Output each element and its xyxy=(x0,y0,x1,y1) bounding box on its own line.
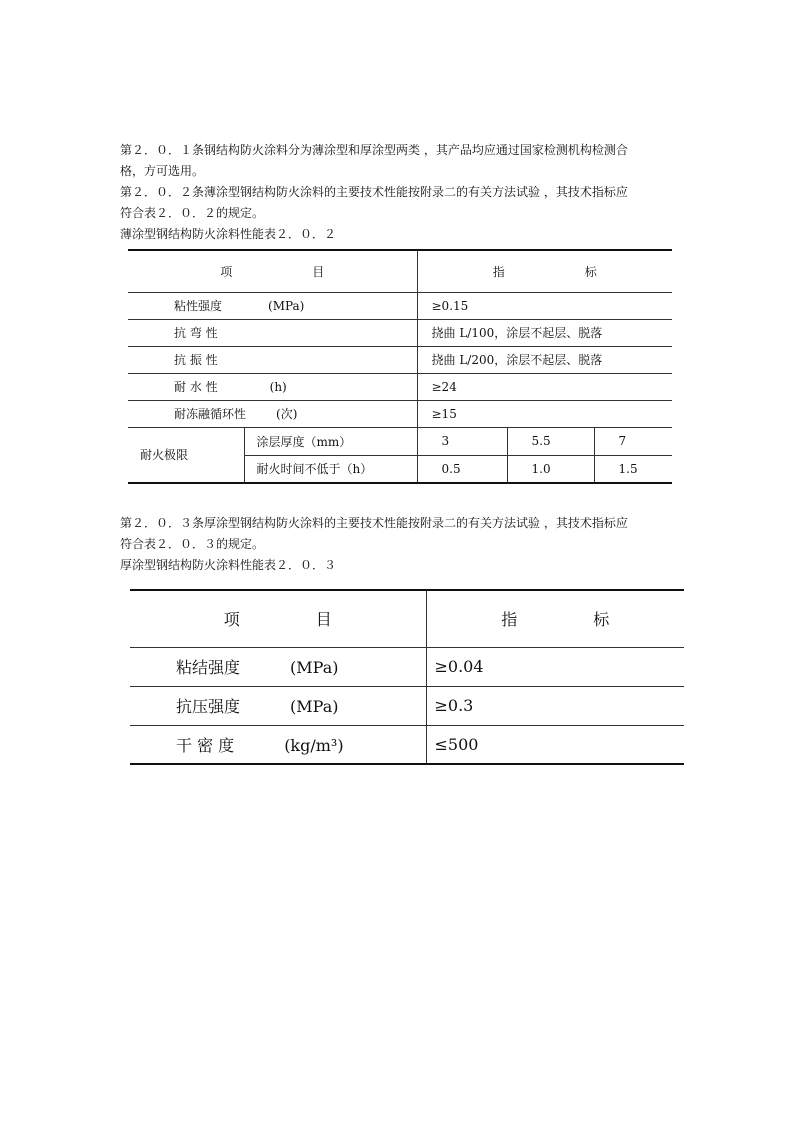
row-unit: (MPa) xyxy=(290,658,339,677)
table-row xyxy=(128,319,672,346)
row-unit: (次) xyxy=(276,407,298,421)
thickness-value: 3 xyxy=(417,427,507,455)
row-value: ≥0.15 xyxy=(417,292,672,319)
row-value: ≤500 xyxy=(434,734,479,754)
paragraph-2-0-3 xyxy=(120,513,680,576)
thin-coating-performance-table xyxy=(128,249,672,484)
index-header: 指 标 xyxy=(417,250,672,292)
row-item: 抗 振 性 xyxy=(174,353,218,367)
row-item: 粘性强度 xyxy=(174,299,223,313)
fire-time-label: 耐火时间不低于（h） xyxy=(244,455,417,483)
thick-coating-performance-table xyxy=(130,589,684,765)
thickness-value: 5.5 xyxy=(507,427,594,455)
thickness-value: 7 xyxy=(594,427,672,455)
index-header: 指 标 xyxy=(426,590,684,647)
row-item: 耐 水 性 xyxy=(174,380,218,394)
fire-resistance-group: 耐火极限 xyxy=(128,427,244,483)
row-value: 挠曲 L/200，涂层不起层、脱落 xyxy=(417,346,672,373)
table-caption: 厚涂型钢结构防火涂料性能表２．０．３ xyxy=(120,558,337,572)
paragraph-line: 第２．０．２条薄涂型钢结构防火涂料的主要技术性能按附录二的有关方法试验 ，其技术指标应 xyxy=(120,185,628,199)
paragraph-line: 符合表２．０．３的规定。 xyxy=(120,537,265,551)
table-row xyxy=(128,346,672,373)
table-row xyxy=(130,647,684,686)
row-unit: (h) xyxy=(269,380,287,394)
fire-time-value: 1.5 xyxy=(618,461,638,476)
row-unit: (MPa) xyxy=(290,697,339,716)
row-item: 干 密 度 xyxy=(176,735,235,755)
thickness-label: 涂层厚度（mm） xyxy=(244,427,417,455)
table-row xyxy=(128,400,672,427)
row-item: 耐冻融循环性 xyxy=(174,407,247,421)
paragraph-line: 第２．０．３条厚涂型钢结构防火涂料的主要技术性能按附录二的有关方法试验 ，其技术指标应 xyxy=(120,516,628,530)
table-header-row xyxy=(128,250,672,292)
fire-time-value: 1.0 xyxy=(507,455,594,483)
row-value: ≥24 xyxy=(417,373,672,400)
table-row xyxy=(128,427,672,455)
table-row xyxy=(130,686,684,725)
paragraph-line: 第２．０．１条钢结构防火涂料分为薄涂型和厚涂型两类 ，其产品均应通过国家检测机构检测合 xyxy=(120,143,628,157)
row-value: ≥0.3 xyxy=(426,686,684,725)
row-item: 抗压强度 xyxy=(176,697,241,716)
fire-time-value: 0.5 xyxy=(417,455,507,483)
row-item: 抗 弯 性 xyxy=(174,326,218,340)
table-caption: 薄涂型钢结构防火涂料性能表２．０．２ xyxy=(120,227,337,241)
row-value: ≥15 xyxy=(417,400,672,427)
table-row xyxy=(128,292,672,319)
table-header-row xyxy=(130,590,684,647)
item-header: 项 目 xyxy=(128,250,417,292)
paragraph-2-0-1 xyxy=(120,140,680,245)
paragraph-line: 符合表２．０．２的规定。 xyxy=(120,206,265,220)
row-unit: (kg/m³) xyxy=(284,735,344,755)
paragraph-line: 格，方可选用。 xyxy=(120,164,205,178)
item-header: 项 目 xyxy=(130,590,426,647)
row-unit: (MPa) xyxy=(268,299,305,313)
row-value: 挠曲 L/100，涂层不起层、脱落 xyxy=(417,319,672,346)
row-value: ≥0.04 xyxy=(426,647,684,686)
row-item: 粘结强度 xyxy=(176,658,241,677)
table-row xyxy=(130,725,684,764)
table-row xyxy=(128,373,672,400)
